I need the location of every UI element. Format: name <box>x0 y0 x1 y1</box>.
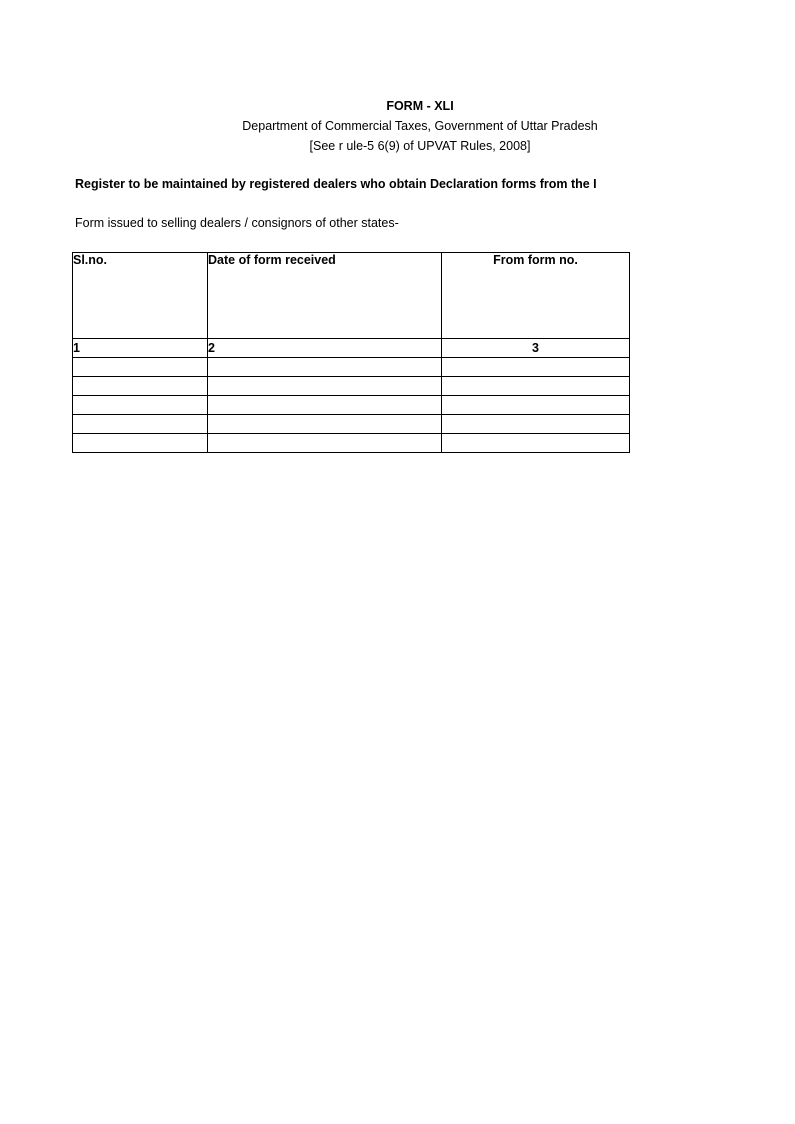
table-cell <box>73 377 208 396</box>
table-cell <box>208 415 442 434</box>
column-number-1: 1 <box>73 339 208 358</box>
column-number-2: 2 <box>208 339 442 358</box>
department-line: Department of Commercial Taxes, Government of Uttar Pradesh <box>242 119 598 133</box>
table-cell <box>208 358 442 377</box>
column-number-row <box>73 339 630 358</box>
table-cell <box>442 358 630 377</box>
rule-reference: [See r ule-5 6(9) of UPVAT Rules, 2008] <box>309 139 531 153</box>
table-row <box>73 434 630 453</box>
table-cell <box>208 434 442 453</box>
register-heading: Register to be maintained by registered dealers who obtain Declaration forms from the I <box>75 177 597 191</box>
issued-to-line: Form issued to selling dealers / consignors of other states- <box>75 216 399 230</box>
table-cell <box>442 396 630 415</box>
table-row <box>73 377 630 396</box>
table-row <box>73 396 630 415</box>
table-cell <box>208 377 442 396</box>
table-cell <box>73 434 208 453</box>
table-cell <box>73 415 208 434</box>
header-from-form-no: From form no. <box>442 253 630 339</box>
register-table <box>72 252 630 453</box>
table-cell <box>442 415 630 434</box>
table-cell <box>73 358 208 377</box>
column-number-3: 3 <box>442 339 630 358</box>
table-cell <box>73 396 208 415</box>
table-cell <box>208 396 442 415</box>
header-date-received: Date of form received <box>208 253 442 339</box>
form-title: FORM - XLI <box>386 99 454 113</box>
table-header-row <box>73 253 630 339</box>
table-cell <box>442 377 630 396</box>
table-row <box>73 358 630 377</box>
header-sl-no: Sl.no. <box>73 253 208 339</box>
table-cell <box>442 434 630 453</box>
table-row <box>73 415 630 434</box>
